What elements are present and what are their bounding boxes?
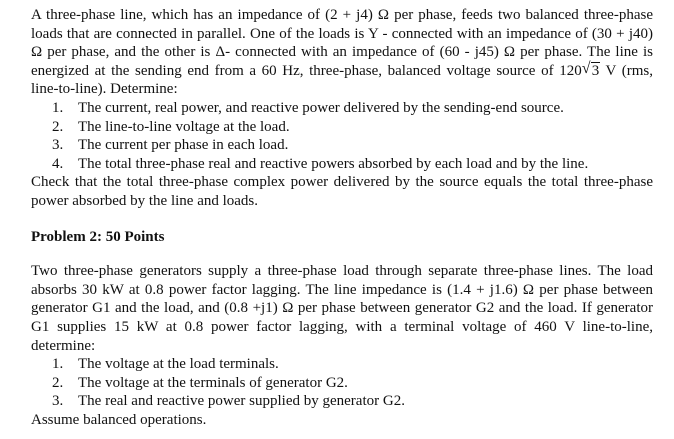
list-item-number: 2. bbox=[52, 374, 64, 391]
list-item-number: 1. bbox=[52, 356, 64, 373]
list-item bbox=[31, 136, 653, 155]
list-item bbox=[31, 374, 653, 393]
list-item-number: 4. bbox=[52, 155, 64, 172]
list-item bbox=[31, 118, 653, 137]
list-item bbox=[31, 392, 653, 411]
list-item-text: The total three-phase real and reactive powers absorbed by each load and by the line. bbox=[78, 155, 589, 172]
list-item-text: The voltage at the terminals of generator G2. bbox=[78, 374, 348, 391]
list-item bbox=[31, 99, 653, 118]
problem1-intro-text-b: V (rms, line-to-line). Determine: bbox=[31, 62, 653, 98]
problem1-intro bbox=[31, 6, 653, 99]
list-item bbox=[31, 355, 653, 374]
problem2-intro: Two three-phase generators supply a three-phase load through separate three-phase lines. The load absorbs 30 kW at 0.8 power factor lagging. The line impedance is (1.4 + j1.6) Ω per phase between generator G1 and the load, and (0.8 +j1) Ω per phase between generator G2 and the load. If generator G1 supplies 15 kW at 0.8 power factor lagging, with a terminal voltage of 460 V line-to-line, determine: bbox=[31, 263, 653, 354]
problem2-heading: Problem 2: 50 Points bbox=[31, 228, 165, 245]
list-item-number: 2. bbox=[52, 118, 64, 135]
list-item-number: 3. bbox=[52, 137, 64, 154]
list-item-text: The real and reactive power supplied by generator G2. bbox=[78, 393, 405, 410]
document-page bbox=[31, 6, 653, 429]
problem1-list bbox=[31, 99, 653, 173]
list-item-number: 3. bbox=[52, 393, 64, 410]
problem2-list bbox=[31, 355, 653, 411]
list-item-number: 1. bbox=[52, 99, 64, 116]
list-item bbox=[31, 155, 653, 174]
list-item-text: The voltage at the load terminals. bbox=[78, 356, 279, 373]
list-item-text: The line-to-line voltage at the load. bbox=[78, 118, 290, 135]
problem1-intro-text-a: A three-phase line, which has an impedance of (2 + j4) Ω per phase, feeds two balanced three-phase loads that are connected in parallel. One of the loads is Y - connected with an impedance of (30 + j40) Ω per phase, and the other is Δ- connected with an impedance of (60 - j45) Ω per phase. The line is energized at the sending end from a 60 Hz, three-phase, balanced voltage source of 120 bbox=[31, 7, 653, 79]
problem2-closing: Assume balanced operations. bbox=[31, 411, 207, 428]
problem1-closing: Check that the total three-phase complex power delivered by the source equals the total three-phase power absorbed by the line and loads. bbox=[31, 174, 653, 209]
square-root-symbol: √ 3 bbox=[581, 59, 600, 79]
list-item-text: The current per phase in each load. bbox=[78, 137, 289, 154]
square-root-radicand: 3 bbox=[591, 62, 600, 79]
list-item-text: The current, real power, and reactive power delivered by the sending-end source. bbox=[78, 99, 564, 116]
